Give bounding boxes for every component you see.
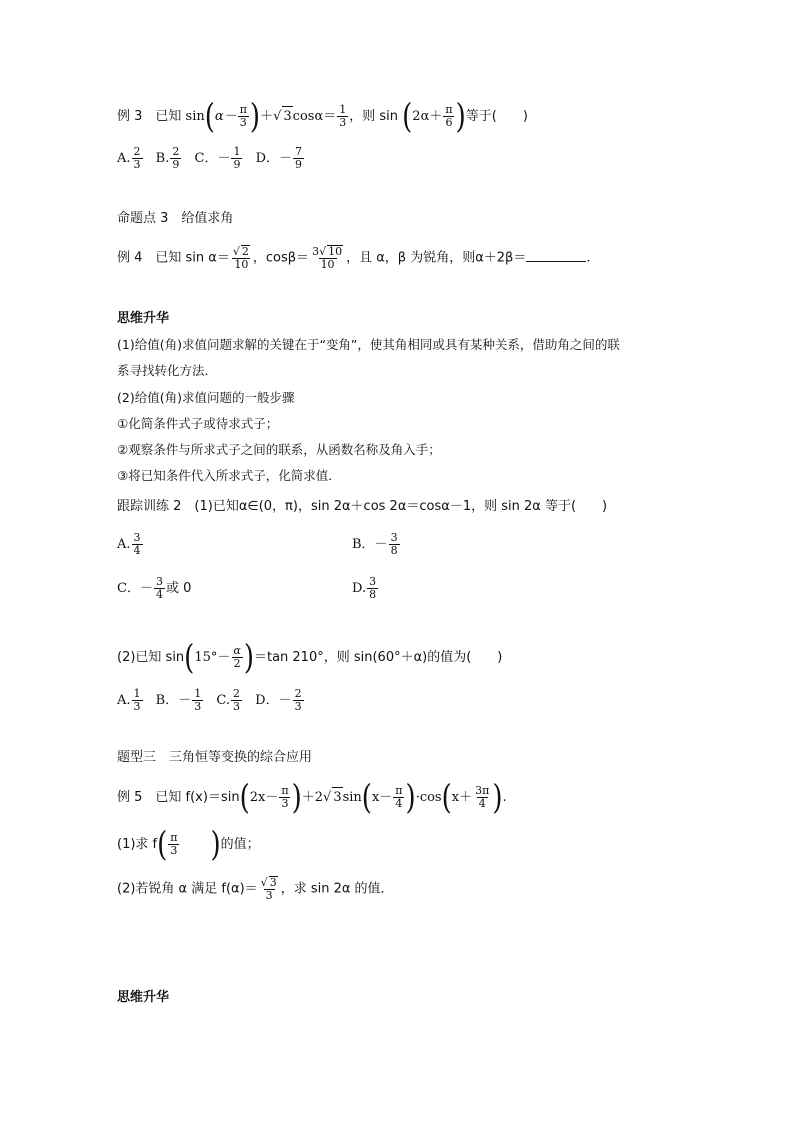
training-2-q2: (2)已知 sin(15°－ $\frac{\alpha}{2}$ )＝tan 210°，则 sin(60°＋α)的值为( ): [117, 638, 503, 677]
example-3-options: [117, 146, 313, 171]
option-b: B．－ $\frac{1}{3}$: [155, 687, 202, 713]
summary-step-2: ②观察条件与所求式子之间的联系，从函数名称及角入手；: [117, 442, 441, 457]
option-d: D．－ $\frac{2}{3}$: [255, 687, 302, 713]
fraction: $\frac{1}{3}$: [339, 103, 347, 129]
fraction: $\frac{3√ 10}{10}$: [312, 245, 343, 271]
fraction: $\frac{\pi}{3}$: [239, 103, 247, 129]
training-2-option-d: D. $\frac{3}{8}$: [352, 575, 377, 601]
fraction: $\frac{√ 2}{10}$: [232, 245, 249, 271]
answer-blank: [526, 247, 586, 262]
option-c: C．－ $\frac{1}{9}$: [194, 145, 241, 171]
option-b: B. $\frac{2}{9}$: [155, 145, 180, 171]
option-c: C. $\frac{2}{3}$: [216, 687, 240, 713]
training-2-option-c: C．－ $\frac{3}{4}$ 或 0: [117, 575, 192, 601]
topic-heading: 命题点 3 给值求角: [117, 211, 234, 226]
section-heading: 题型三 三角恒等变换的综合应用: [117, 750, 313, 765]
summary-p1b: 系寻找转化方法．: [117, 363, 218, 378]
example-5-part-2: (2)若锐角 α 满足 f(α)＝ $\frac{√ 3}{3}$ ，求 sin 2α 的值．: [117, 876, 394, 902]
example-5-question: 例 5 已知 f(x)＝sin(2x－ $\frac{\pi}{3}$ )＋2√ 3sin(x－ $\frac{\pi}{4}$ )·cos(x＋ $\frac{3\pi}{4}$ ).: [117, 778, 507, 817]
summary-p2: (2)给值(角)求值问题的一般步骤: [117, 390, 295, 405]
fraction: $\frac{\pi}{6}$: [445, 103, 453, 129]
training-2-q2-options: [117, 688, 313, 713]
training-2-option-a: A. $\frac{3}{4}$: [117, 531, 141, 557]
summary-step-1: ①化简条件式子或待求式子；: [117, 416, 279, 431]
option-a: A. $\frac{2}{3}$: [117, 145, 141, 171]
training-2-q1: 跟踪训练 2 (1)已知α∈(0，π)，sin 2α＋cos 2α＝cosα－1，则 sin 2α 等于( ): [117, 499, 608, 514]
example-3-question: 例 3 已知 sin(α－ $\frac{\pi}{3}$ )＋√ 3cosα＝ $\frac{1}{3}$ ，则 sin (2α＋ $\frac{\pi}{6}$ )等于( ): [117, 97, 528, 136]
summary-p1a: (1)给值(角)求值问题求解的关键在于“变角”，使其角相同或具有某种关系，借助角之间的联: [117, 337, 620, 352]
example-3-label: 例 3 已知: [117, 109, 182, 124]
example-4-question: 例 4 已知 sin α＝ $\frac{√ 2}{10}$ ，cosβ＝ $\frac{3√ 10}{10}$ ，且 α，β 为锐角，则α＋2β＝ .: [117, 245, 591, 271]
option-d: D．－ $\frac{7}{9}$: [255, 145, 303, 171]
summary-heading-2: 思维升华: [117, 990, 170, 1005]
option-a: A. $\frac{1}{3}$: [117, 687, 141, 713]
summary-heading: 思维升华: [117, 311, 170, 326]
example-5-part-1: (1)求 f( $\frac{\pi}{3}$ )的值；: [117, 825, 260, 864]
training-2-option-b: B．－ $\frac{3}{8}$: [352, 531, 398, 557]
summary-step-3: ③将已知条件代入所求式子，化简求值．: [117, 468, 341, 483]
